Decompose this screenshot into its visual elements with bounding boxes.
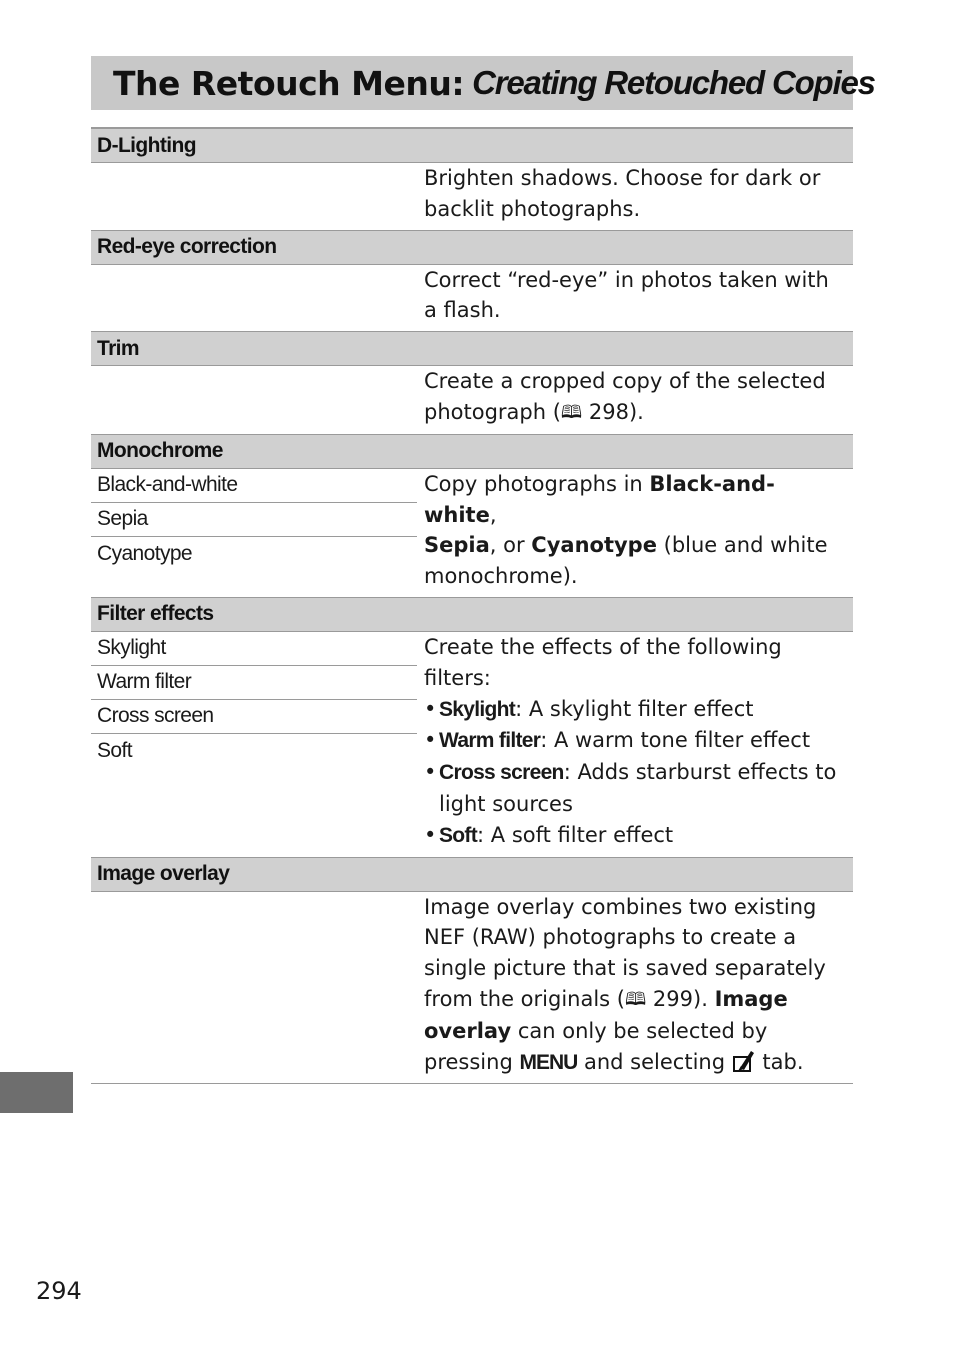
description-text: ). — [628, 399, 644, 424]
description-text: Create a cropped copy of the selected photograph ( — [424, 369, 826, 424]
section-body-image-overlay — [91, 892, 853, 1085]
section-header-monochrome: Monochrome — [91, 435, 853, 469]
description-intro: Create the effects of the following filters: — [424, 634, 782, 690]
section-header-filter-effects: Filter effects — [91, 598, 853, 632]
bullet-text: : A warm tone filter effect — [540, 728, 811, 753]
section-header-image-overlay: Image overlay — [91, 858, 853, 892]
book-reference-icon: 🕮 — [560, 401, 583, 423]
options-column — [91, 892, 417, 1084]
description-monochrome — [417, 469, 853, 597]
chapter-thumb-tab — [0, 1072, 73, 1113]
list-item — [424, 820, 847, 852]
section-body-red-eye-correction — [91, 265, 853, 333]
description-text: and selecting — [577, 1049, 732, 1074]
page-number: 294 — [36, 1277, 82, 1305]
retouch-menu-table — [91, 127, 853, 1084]
retouch-brush-icon — [732, 1049, 756, 1073]
option-warm-filter: Warm filter — [91, 666, 417, 700]
description-text: , or — [489, 533, 532, 558]
description-text: can only be selected by pressing — [424, 1018, 768, 1074]
page-title-bar — [91, 56, 875, 110]
description-text: tab. — [755, 1049, 804, 1074]
options-column — [91, 366, 417, 434]
list-item — [424, 725, 847, 757]
option-sepia: Sepia — [91, 503, 417, 537]
option-soft: Soft — [97, 738, 132, 762]
term-cross-screen: Cross screen — [439, 761, 564, 785]
page-reference[interactable]: 299 — [652, 986, 694, 1011]
term-soft: Soft — [439, 823, 478, 847]
section-body-filter-effects — [91, 632, 853, 858]
option-black-and-white: Black-and-white — [91, 469, 417, 503]
section-body-monochrome — [91, 469, 853, 598]
page-reference[interactable]: 298 — [588, 399, 629, 424]
bullet-text: : A skylight filter effect — [515, 696, 754, 721]
page-title: The Retouch Menu: — [113, 63, 465, 103]
description-filter-effects — [417, 632, 853, 857]
bullet-text: : A soft filter effect — [477, 822, 674, 847]
section-header-red-eye-correction: Red-eye correction — [91, 231, 853, 265]
list-item — [424, 757, 847, 820]
section-body-d-lighting — [91, 163, 853, 231]
description-text: (blue and white monochrome). — [424, 533, 828, 589]
term-cyanotype: Cyanotype — [531, 533, 657, 558]
term-warm-filter: Warm filter — [439, 729, 541, 753]
option-cyanotype: Cyanotype — [97, 541, 192, 565]
list-item — [424, 694, 847, 726]
description-red-eye-correction: Correct “red-eye” in photos taken with a flash. — [424, 267, 829, 323]
menu-button-label: MENU — [519, 1050, 578, 1074]
term-sepia: Sepia — [424, 533, 490, 558]
option-cross-screen: Cross screen — [91, 700, 417, 734]
section-header-d-lighting: D-Lighting — [91, 129, 853, 163]
description-d-lighting: Brighten shadows. Choose for dark or backlit photographs. — [424, 166, 821, 221]
options-column — [91, 469, 417, 597]
page-subtitle: Creating Retouched Copies — [472, 64, 875, 101]
options-column — [91, 632, 417, 857]
option-skylight: Skylight — [91, 632, 417, 666]
term-black-and-white: Black-and-white — [424, 471, 775, 527]
description-text: ). — [693, 986, 715, 1011]
description-text: Image overlay combines two existing NEF (RAW) photographs to create a single picture that is saved separately from the originals ( — [424, 894, 826, 1011]
description-text: , — [489, 502, 497, 527]
term-image-overlay: Image overlay — [424, 986, 788, 1043]
options-column — [91, 163, 417, 230]
section-body-trim — [91, 366, 853, 435]
term-skylight: Skylight — [439, 697, 516, 721]
filter-bullet-list — [424, 694, 847, 852]
options-column — [91, 265, 417, 332]
book-reference-icon: 🕮 — [625, 988, 647, 1010]
description-trim — [417, 366, 853, 434]
description-image-overlay — [417, 892, 853, 1084]
description-text: Copy photographs in — [424, 471, 650, 496]
section-header-trim: Trim — [91, 332, 853, 366]
bullet-text: : Adds starburst effects to light sources — [439, 760, 837, 816]
